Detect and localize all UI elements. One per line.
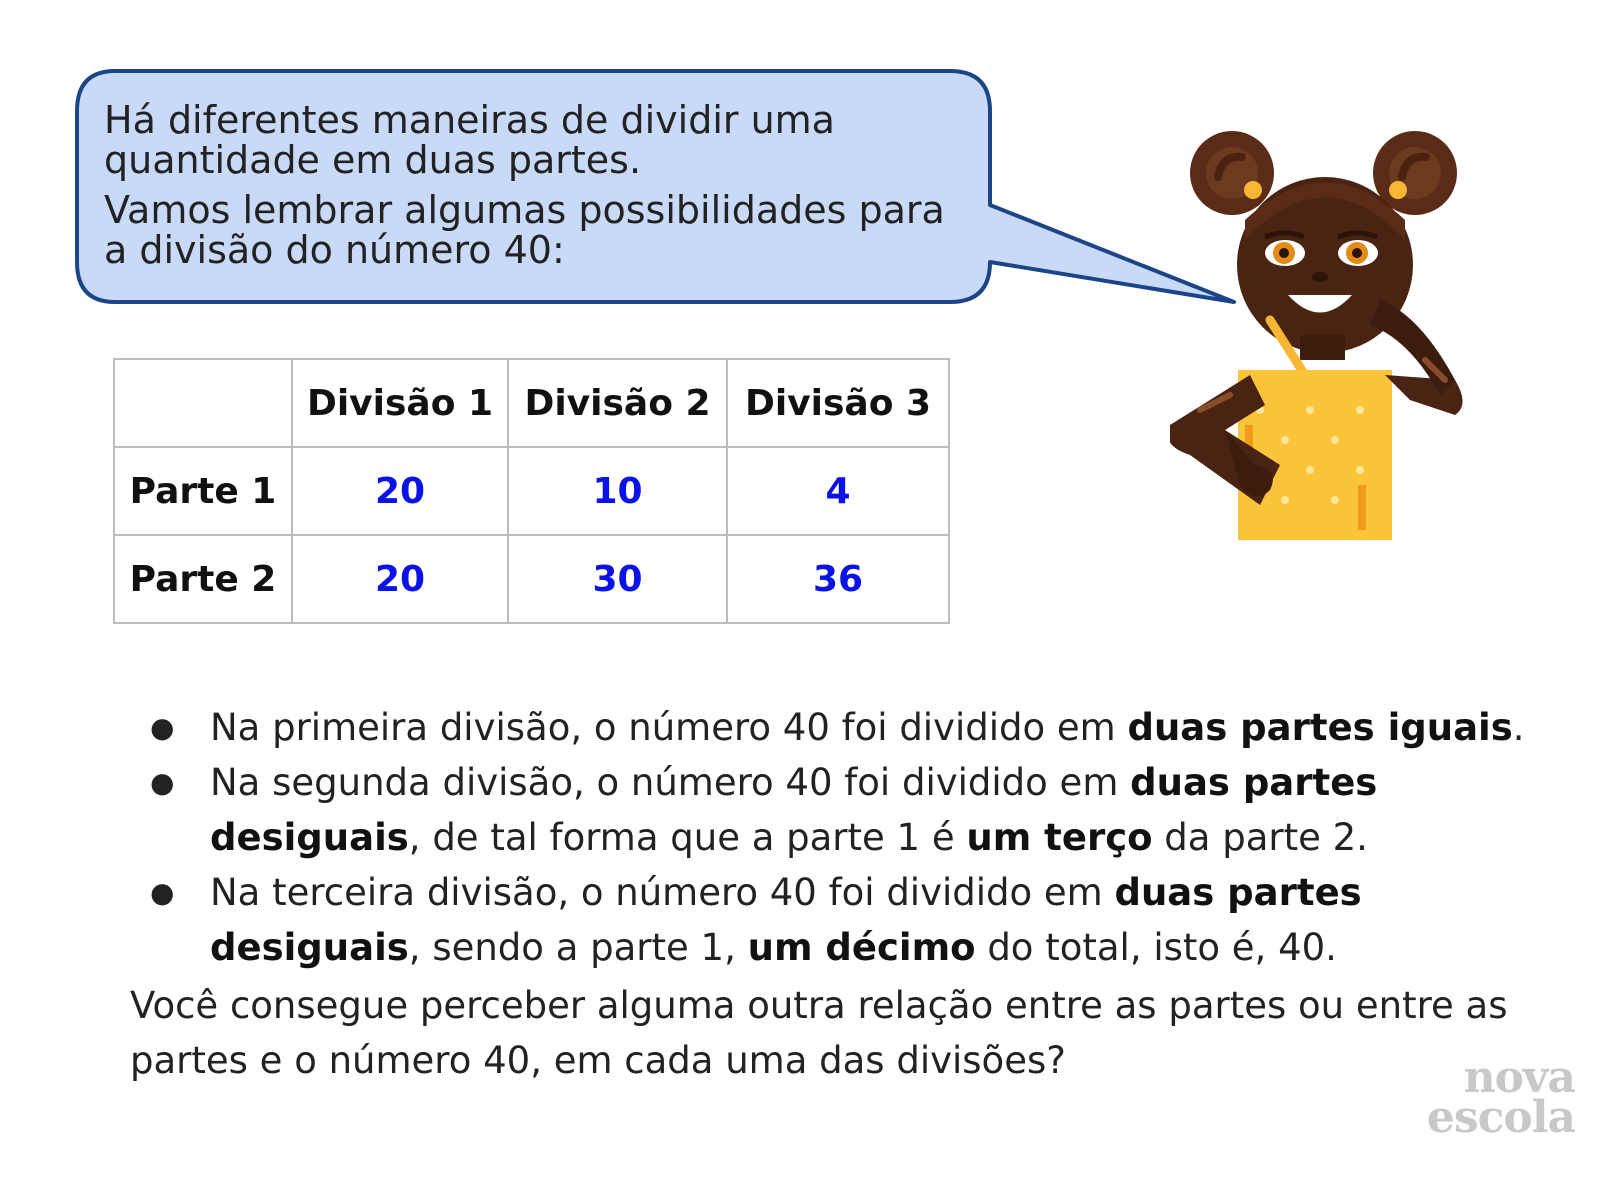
table-row (114, 535, 949, 623)
table-cell: 4 (727, 447, 949, 535)
table-corner-cell (114, 359, 292, 447)
bullet-text: Na primeira divisão, o número 40 foi dividido em (210, 706, 1128, 749)
row-header-parte-2: Parte 2 (114, 535, 292, 623)
bullet-dot: ● (150, 711, 175, 744)
bullet-text: da parte 2. (1152, 816, 1368, 859)
bullet-text: Na segunda divisão, o número 40 foi dividido em (210, 761, 1131, 804)
bullet-bold: duas partes desiguais (210, 871, 1362, 969)
bullet-bold: um décimo (747, 926, 976, 969)
bullet-list (140, 700, 1560, 975)
col-header-divisao-2: Divisão 2 (508, 359, 727, 447)
bullet-text: , de tal forma que a parte 1 é (408, 816, 967, 859)
table-cell: 36 (727, 535, 949, 623)
girl-illustration (1170, 125, 1480, 545)
bullet-bold: um terço (966, 816, 1153, 859)
logo-line-1: nova (1463, 1052, 1575, 1103)
table-cell: 20 (292, 535, 508, 623)
list-item (140, 755, 1560, 865)
row-header-parte-1: Parte 1 (114, 447, 292, 535)
bullet-text: . (1512, 706, 1525, 749)
bullet-bold: duas partes iguais (1127, 706, 1513, 749)
table-cell: 10 (508, 447, 727, 535)
bullet-text: do total, isto é, 40. (975, 926, 1337, 969)
col-header-divisao-3: Divisão 3 (727, 359, 949, 447)
bullet-bold: duas partes desiguais (210, 761, 1378, 859)
table-cell: 30 (508, 535, 727, 623)
speech-bubble-text (104, 100, 964, 280)
division-table (113, 358, 950, 624)
bullet-dot: ● (150, 876, 175, 909)
closing-question: Você consegue perceber alguma outra relação entre as partes ou entre as partes e o número 40, em cada uma das divisões? (130, 984, 1508, 1082)
bullet-text: , sendo a parte 1, (408, 926, 748, 969)
list-item (140, 865, 1560, 975)
bullet-dot: ● (150, 766, 175, 799)
list-item (140, 700, 1560, 755)
col-header-divisao-1: Divisão 1 (292, 359, 508, 447)
bullet-text: Na terceira divisão, o número 40 foi dividido em (210, 871, 1115, 914)
logo-line-2: escola (1426, 1092, 1575, 1143)
table-row (114, 447, 949, 535)
nova-escola-logo (1415, 1052, 1575, 1143)
table-header-row (114, 359, 949, 447)
table-cell: 20 (292, 447, 508, 535)
bubble-line-1: Há diferentes maneiras de dividir uma quantidade em duas partes. (104, 98, 835, 182)
bubble-line-2: Vamos lembrar algumas possibilidades para a divisão do número 40: (104, 188, 945, 272)
